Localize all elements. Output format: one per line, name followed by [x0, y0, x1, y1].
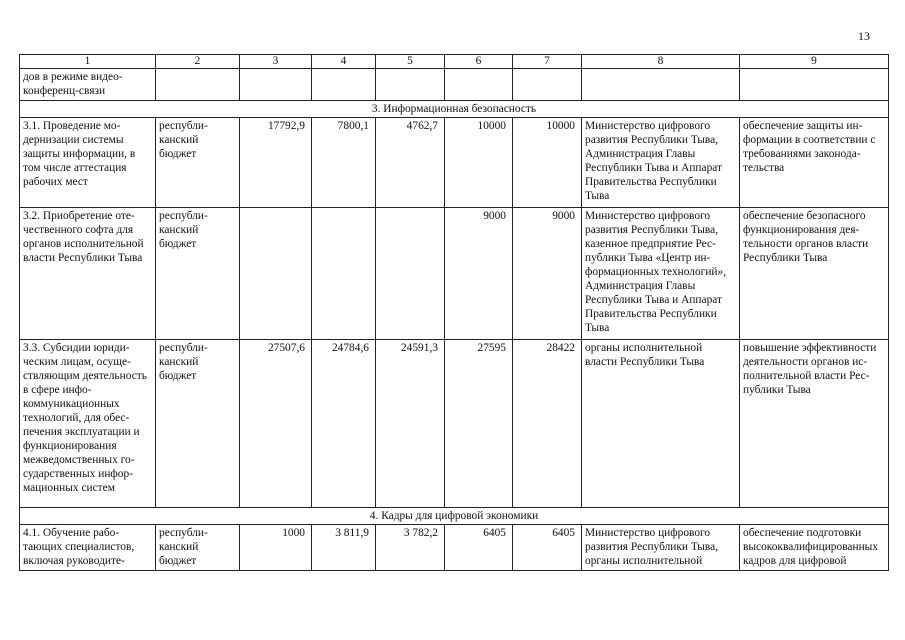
amount-cell: 17792,9 [240, 118, 312, 208]
executor-cell: Министерство цифрового развития Республики Тыва, казенное предприятие Республики Тыва «Центр информационных технологий», Администрация Главы Республики Тыва и Аппарат Правительства Республики Тыва [582, 208, 740, 340]
section-heading-row [20, 508, 889, 525]
measure-name-cell: 3.3. Субсидии юридическим лицам, осуществляющим деятельность в сфере инфокоммуникационных технологий, для обеспечения эксплуатации и функционирования межведомственных государственных информационных систем [20, 340, 156, 508]
executor-cell: Министерство цифрового развития Республики Тыва, Администрация Главы Республики Тыва и Аппарат Правительства Республики Тыва [582, 118, 740, 208]
column-number: 5 [376, 55, 445, 69]
page-number: 13 [858, 29, 870, 43]
amount-cell: 10000 [445, 118, 513, 208]
column-number: 8 [582, 55, 740, 69]
measure-name-cell [20, 525, 156, 571]
amount-cell [240, 208, 312, 340]
empty-cell [240, 69, 312, 101]
empty-cell [312, 69, 376, 101]
result-cell [740, 525, 889, 571]
column-number: 4 [312, 55, 376, 69]
measure-name-cell: 3.1. Проведение модернизации системы защиты информации, в том числе аттестация рабочих мест [20, 118, 156, 208]
amount-cell: 3 811,9 [312, 525, 376, 571]
amount-cell: 1000 [240, 525, 312, 571]
amount-cell: 6405 [513, 525, 582, 571]
continuation-row [20, 69, 889, 101]
section-title: 3. Информационная безопасность [20, 101, 889, 118]
table-row [20, 118, 889, 208]
result-cell: обеспечение защиты информации в соответствии с требованиями законодательства [740, 118, 889, 208]
amount-cell: 3 782,2 [376, 525, 445, 571]
amount-cell: 9000 [513, 208, 582, 340]
empty-cell [445, 69, 513, 101]
funding-source-cell: республиканский бюджет [156, 118, 240, 208]
executor-cell: органы исполнительной власти Республики Тыва [582, 340, 740, 508]
column-number: 1 [20, 55, 156, 69]
measure-name-cell: дов в режиме видеоконференц-связи [20, 69, 156, 101]
column-number: 6 [445, 55, 513, 69]
amount-cell [312, 208, 376, 340]
table-row [20, 340, 889, 508]
funding-source-cell [156, 525, 240, 571]
column-number: 3 [240, 55, 312, 69]
amount-cell: 7800,1 [312, 118, 376, 208]
column-number: 7 [513, 55, 582, 69]
empty-cell [740, 69, 889, 101]
amount-cell: 9000 [445, 208, 513, 340]
funding-source-text: республиканский бюджет [159, 527, 208, 567]
measure-name-cell: 3.2. Приобретение отечественного софта для органов исполнительной власти Республики Тыва [20, 208, 156, 340]
section-title: 4. Кадры для цифровой экономики [20, 508, 889, 525]
empty-cell [513, 69, 582, 101]
result-text: обеспечение подготовки высококвалифицированных кадров для цифровой [743, 527, 879, 567]
table-row [20, 208, 889, 340]
amount-cell: 27507,6 [240, 340, 312, 508]
executor-text: Министерство цифрового развития Республики Тыва, органы исполнительной [585, 527, 719, 567]
result-cell: обеспечение безопасного функционирования деятельности органов власти Республики Тыва [740, 208, 889, 340]
amount-cell: 27595 [445, 340, 513, 508]
amount-cell: 24784,6 [312, 340, 376, 508]
program-table [19, 54, 889, 571]
amount-cell: 28422 [513, 340, 582, 508]
empty-cell [582, 69, 740, 101]
funding-source-cell: республиканский бюджет [156, 340, 240, 508]
funding-source-cell: республиканский бюджет [156, 208, 240, 340]
column-number-row [20, 55, 889, 69]
measure-name-text: 4.1. Обучение работающих специалистов, включая руководите- [23, 527, 135, 567]
column-number: 9 [740, 55, 889, 69]
amount-cell [376, 208, 445, 340]
result-cell: повышение эффективности деятельности органов исполнительной власти Республики Тыва [740, 340, 889, 508]
empty-cell [376, 69, 445, 101]
table-row [20, 525, 889, 571]
amount-cell: 24591,3 [376, 340, 445, 508]
amount-cell: 6405 [445, 525, 513, 571]
column-number: 2 [156, 55, 240, 69]
empty-cell [156, 69, 240, 101]
section-heading-row [20, 101, 889, 118]
amount-cell: 10000 [513, 118, 582, 208]
amount-cell: 4762,7 [376, 118, 445, 208]
executor-cell [582, 525, 740, 571]
